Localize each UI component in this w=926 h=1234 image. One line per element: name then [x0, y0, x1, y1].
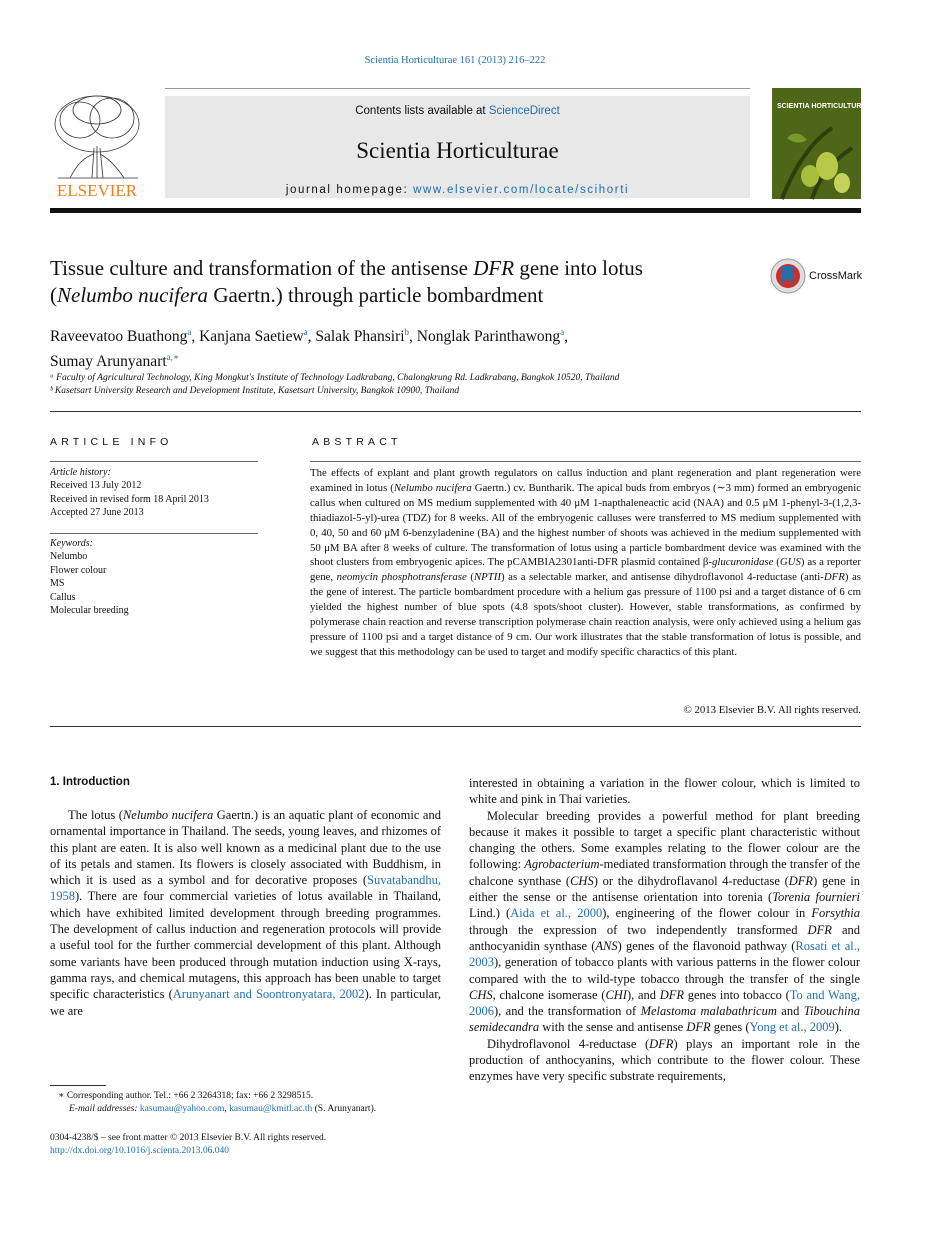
divider [50, 533, 258, 534]
crossmark-icon [770, 258, 806, 294]
body-column-left [50, 807, 441, 1019]
journal-name: Scientia Horticulturae [356, 138, 559, 163]
header-top-line [165, 88, 750, 89]
author-name: Nonglak Parinthawong [416, 328, 561, 346]
article-history [50, 466, 258, 520]
email-link[interactable]: kasumau@kmitl.ac.th [229, 1104, 313, 1114]
body-column-right [469, 775, 860, 1085]
keyword: Flower colour [50, 564, 107, 576]
citation-link[interactable]: Rosati et al., 2003 [469, 938, 860, 970]
citation-link[interactable]: Suvatabandhu, 1958 [50, 873, 441, 904]
journal-reference[interactable]: Scientia Horticulturae 161 (2013) 216–222 [364, 55, 546, 66]
article-title [50, 255, 760, 309]
email-link[interactable]: kasumau@yahoo.com [139, 1104, 225, 1114]
title-gene: DFR [473, 256, 515, 280]
doi-link[interactable]: http://dx.doi.org/10.1016/j.scienta.2013.06.040 [50, 1146, 229, 1156]
cover-illustration [772, 88, 872, 199]
revised-date: Received in revised form 18 April 2013 [50, 493, 209, 505]
journal-banner [165, 96, 750, 198]
abstract-copyright: © 2013 Elsevier B.V. All rights reserved. [683, 704, 861, 716]
paragraph: Dihydroflavonol 4-reductase (DFR) plays an important role in the production of anthocyanins, which contribute to the flower colour. These enzymes have very specific substrate requirements, [469, 1036, 860, 1084]
author-affil-marker[interactable]: a,∗ [166, 352, 180, 363]
citation-link[interactable]: Arunyanart and Soontronyatara, 2002 [172, 987, 365, 1002]
journal-header [50, 88, 872, 214]
keyword: MS [50, 578, 65, 590]
author-list: Raveevatoo Buathong$^a$, Kanjana Saetiew$^a$, Salak Phansiri$^b$, Nonglak Parinthawong$^a$, Sumay Arunyanart$^{a,∗}$ [50, 327, 569, 371]
homepage-prefix: journal homepage: [285, 184, 414, 196]
homepage-line [165, 184, 750, 196]
corresponding-author: ∗ Corresponding author. Tel.: +66 2 3264318; fax: +66 2 3298515. [58, 1091, 314, 1101]
sciencedirect-link[interactable]: ScienceDirect [488, 105, 560, 117]
journal-cover-image [772, 88, 872, 199]
history-label: Article history: [50, 467, 111, 478]
corresponding-author-footnote [58, 1090, 458, 1116]
issn-footer [50, 1132, 450, 1158]
citation-link[interactable]: To and Wang, 2006 [469, 987, 861, 1019]
email-suffix: (S. Arunyanart). [312, 1104, 377, 1114]
keyword: Molecular breeding [50, 605, 129, 617]
email-label: E-mail addresses: [69, 1104, 140, 1114]
email-line: E-mail addresses: kasumau@yahoo.com, kasumau@kmitl.ac.th (S. Arunyanart). [69, 1104, 377, 1114]
keyword: Nelumbo [50, 551, 88, 563]
section-heading-introduction: 1. Introduction [50, 776, 130, 788]
paragraph: The lotus (Nelumbo nucifera Gaertn.) is an aquatic plant of economic and ornamental importance in Thailand. The seeds, young leaves, and rhizomes of this plant are eaten. It is also well known as a medicinal plant due to the use of its petals and stamen. Its flowers is closely associated with Buddhism, in which it is used as a symbol and for decorative proposes (Suvatabandhu, 1958). There are four commercial varieties of lotus available in Thailand, which have exhibited limited development through breeding programmes. The development of callus induction and regeneration protocols will provide a useful tool for the further commercial development of this plant. Although some variants have been produced through mutation induction using X-rays, gamma rays, and chemical mutagens, this approach has been unable to target specific characteristics (Arunyanart and Soontronyatara, 2002). In particular, we are [50, 808, 442, 1018]
article-info-heading: ARTICLE INFO [50, 436, 173, 448]
citation-link[interactable]: Yong et al., 2009 [749, 1020, 835, 1035]
footnote-rule [50, 1085, 106, 1086]
citation-link[interactable]: Aida et al., 2000 [510, 906, 603, 921]
affiliation-b: ᵇ Kasetsart University Research and Development Institute, Kasetsart University, Bangkok 10900, Thailand [50, 386, 460, 396]
author-affil-marker[interactable]: b [404, 327, 410, 337]
author-name: Salak Phansiri [315, 328, 405, 346]
elsevier-wordmark: ELSEVIER [56, 181, 138, 200]
author-affil-marker[interactable]: a [303, 327, 308, 337]
paragraph: Molecular breeding provides a powerful method for plant breeding because it makes it possible to target a specific plant characteristic without changing the others. Some examples relating to the flower colour are the following: Agrobacterium-mediated transformation through the transfer of the chalcone synthase (CHS) or the dihydroflavanol 4-reductase (DFR) gene in either the sense or the antisense orientation into torenia (Torenia fournieri Lind.) (Aida et al., 2000), engineering of the flower colour in Forsythia through the expression of two independently transformed DFR and anthocyanidin synthase (ANS) genes of the flavonoid pathway (Rosati et al., 2003), generation of tobacco plants with various patterns in the flower colour compared with the to wild-type tobacco through the transfer of the single CHS, chalcone isomerase (CHI), and DFR genes into tobacco (To and Wang, 2006), and the transformation of Melastoma malabathricum and Tibouchina semidecandra with the sense and antisense DFR genes (Yong et al., 2009). [469, 808, 861, 1035]
title-part: ( [50, 283, 57, 307]
title-species: Nelumbo nucifera [57, 283, 209, 307]
homepage-link[interactable]: www.elsevier.com/locate/scihorti [413, 184, 630, 196]
accepted-date: Accepted 27 June 2013 [50, 507, 144, 519]
affiliations [50, 372, 860, 398]
header-rule [50, 208, 861, 213]
crossmark-label: CrossMark [809, 270, 863, 282]
divider [50, 461, 258, 462]
affiliation-a: ᵃ Faculty of Agricultural Technology, King Mongkut's Institute of Technology Ladkrabang, Chalongkrung Rd. Ladkrabang, Bangkok 10520, Thailand [50, 373, 620, 383]
keyword: Callus [50, 591, 76, 603]
author-affil-marker[interactable]: a [560, 327, 565, 337]
abstract-body: The effects of explant and plant growth regulators on callus induction and plant regeneration and plant regeneration were examined in lotus (Nelumbo nucifera Gaertn.) cv. Buntharik. The apical buds from embryos (∼3 mm) formed an embryogenic callus when cultured on MS medium supplemented with 40 μM 1-napthaleneactic acid (NAA) and 0.5 μM 1-phenyl-3-(1,2,3-thiadiazol-5-yl)-urea (TDZ) for 8 weeks. All of the embryogenic calluses were transferred to MS medium supplemented with 0, 40, 50 and 60 μM 6-benzyladenine (BA) and the highest number of shoots was achieved in the medium supplemented with 50 μM BA after 8 weeks of culture. The transformation of lotus using a particle bombardment device was examined with the shoot clusters from embryogenic apices. The pCAMBIA2301anti-DFR plasmid contained β-glucuronidase (GUS) as a reporter gene, neomycin phosphotransferase (NPTII) as a selectable marker, and antisense dihydroflavonol 4-reductase (anti-DFR) as the gene of interest. The particle bombardment procedure with a helium gas pressure of 1100 psi and a target distance of 6 cm yielded the highest number of blue spots (4.8 spots/shoot cluster). However, stable transformations, as confirmed by polymerase chain reaction and reverse transcription polymerase chain reaction analysis, were only achieved using a helium gas pressure of 1100 psi and a target distance of 9 cm. Our work illustrates that the stable transformation of lotus is possible, and we suggest that this methodology can be used to target and modify specific charactics of this plant. [310, 467, 862, 658]
author-name: Raveevatoo Buathong [50, 328, 188, 346]
paragraph: interested in obtaining a variation in the flower colour, which is limited to white and pink in Thai varieties. [469, 776, 860, 807]
received-date: Received 13 July 2012 [50, 480, 142, 492]
contents-line [165, 105, 750, 117]
abstract-heading: ABSTRACT [312, 436, 402, 448]
author-name: Kanjana Saetiew [199, 328, 304, 346]
title-part: Gaertn.) through particle bombardment [208, 283, 544, 307]
elsevier-tree-logo [50, 88, 145, 200]
contents-prefix: Contents lists available at [355, 105, 489, 117]
divider [50, 411, 861, 412]
title-part: Tissue culture and transformation of the antisense [50, 256, 474, 280]
author-affil-marker[interactable]: a [187, 327, 192, 337]
cover-title: SCIENTIA HORTICULTURAE [777, 103, 872, 110]
divider [50, 726, 861, 727]
crossmark-badge[interactable] [770, 258, 862, 294]
divider [310, 461, 861, 462]
keywords-label: Keywords: [50, 538, 93, 549]
issn-line: 0304-4238/$ – see front matter © 2013 Elsevier B.V. All rights reserved. [50, 1133, 327, 1143]
title-part: gene into lotus [514, 256, 643, 280]
keywords [50, 537, 258, 617]
author-name: Sumay Arunyanart [50, 353, 167, 371]
